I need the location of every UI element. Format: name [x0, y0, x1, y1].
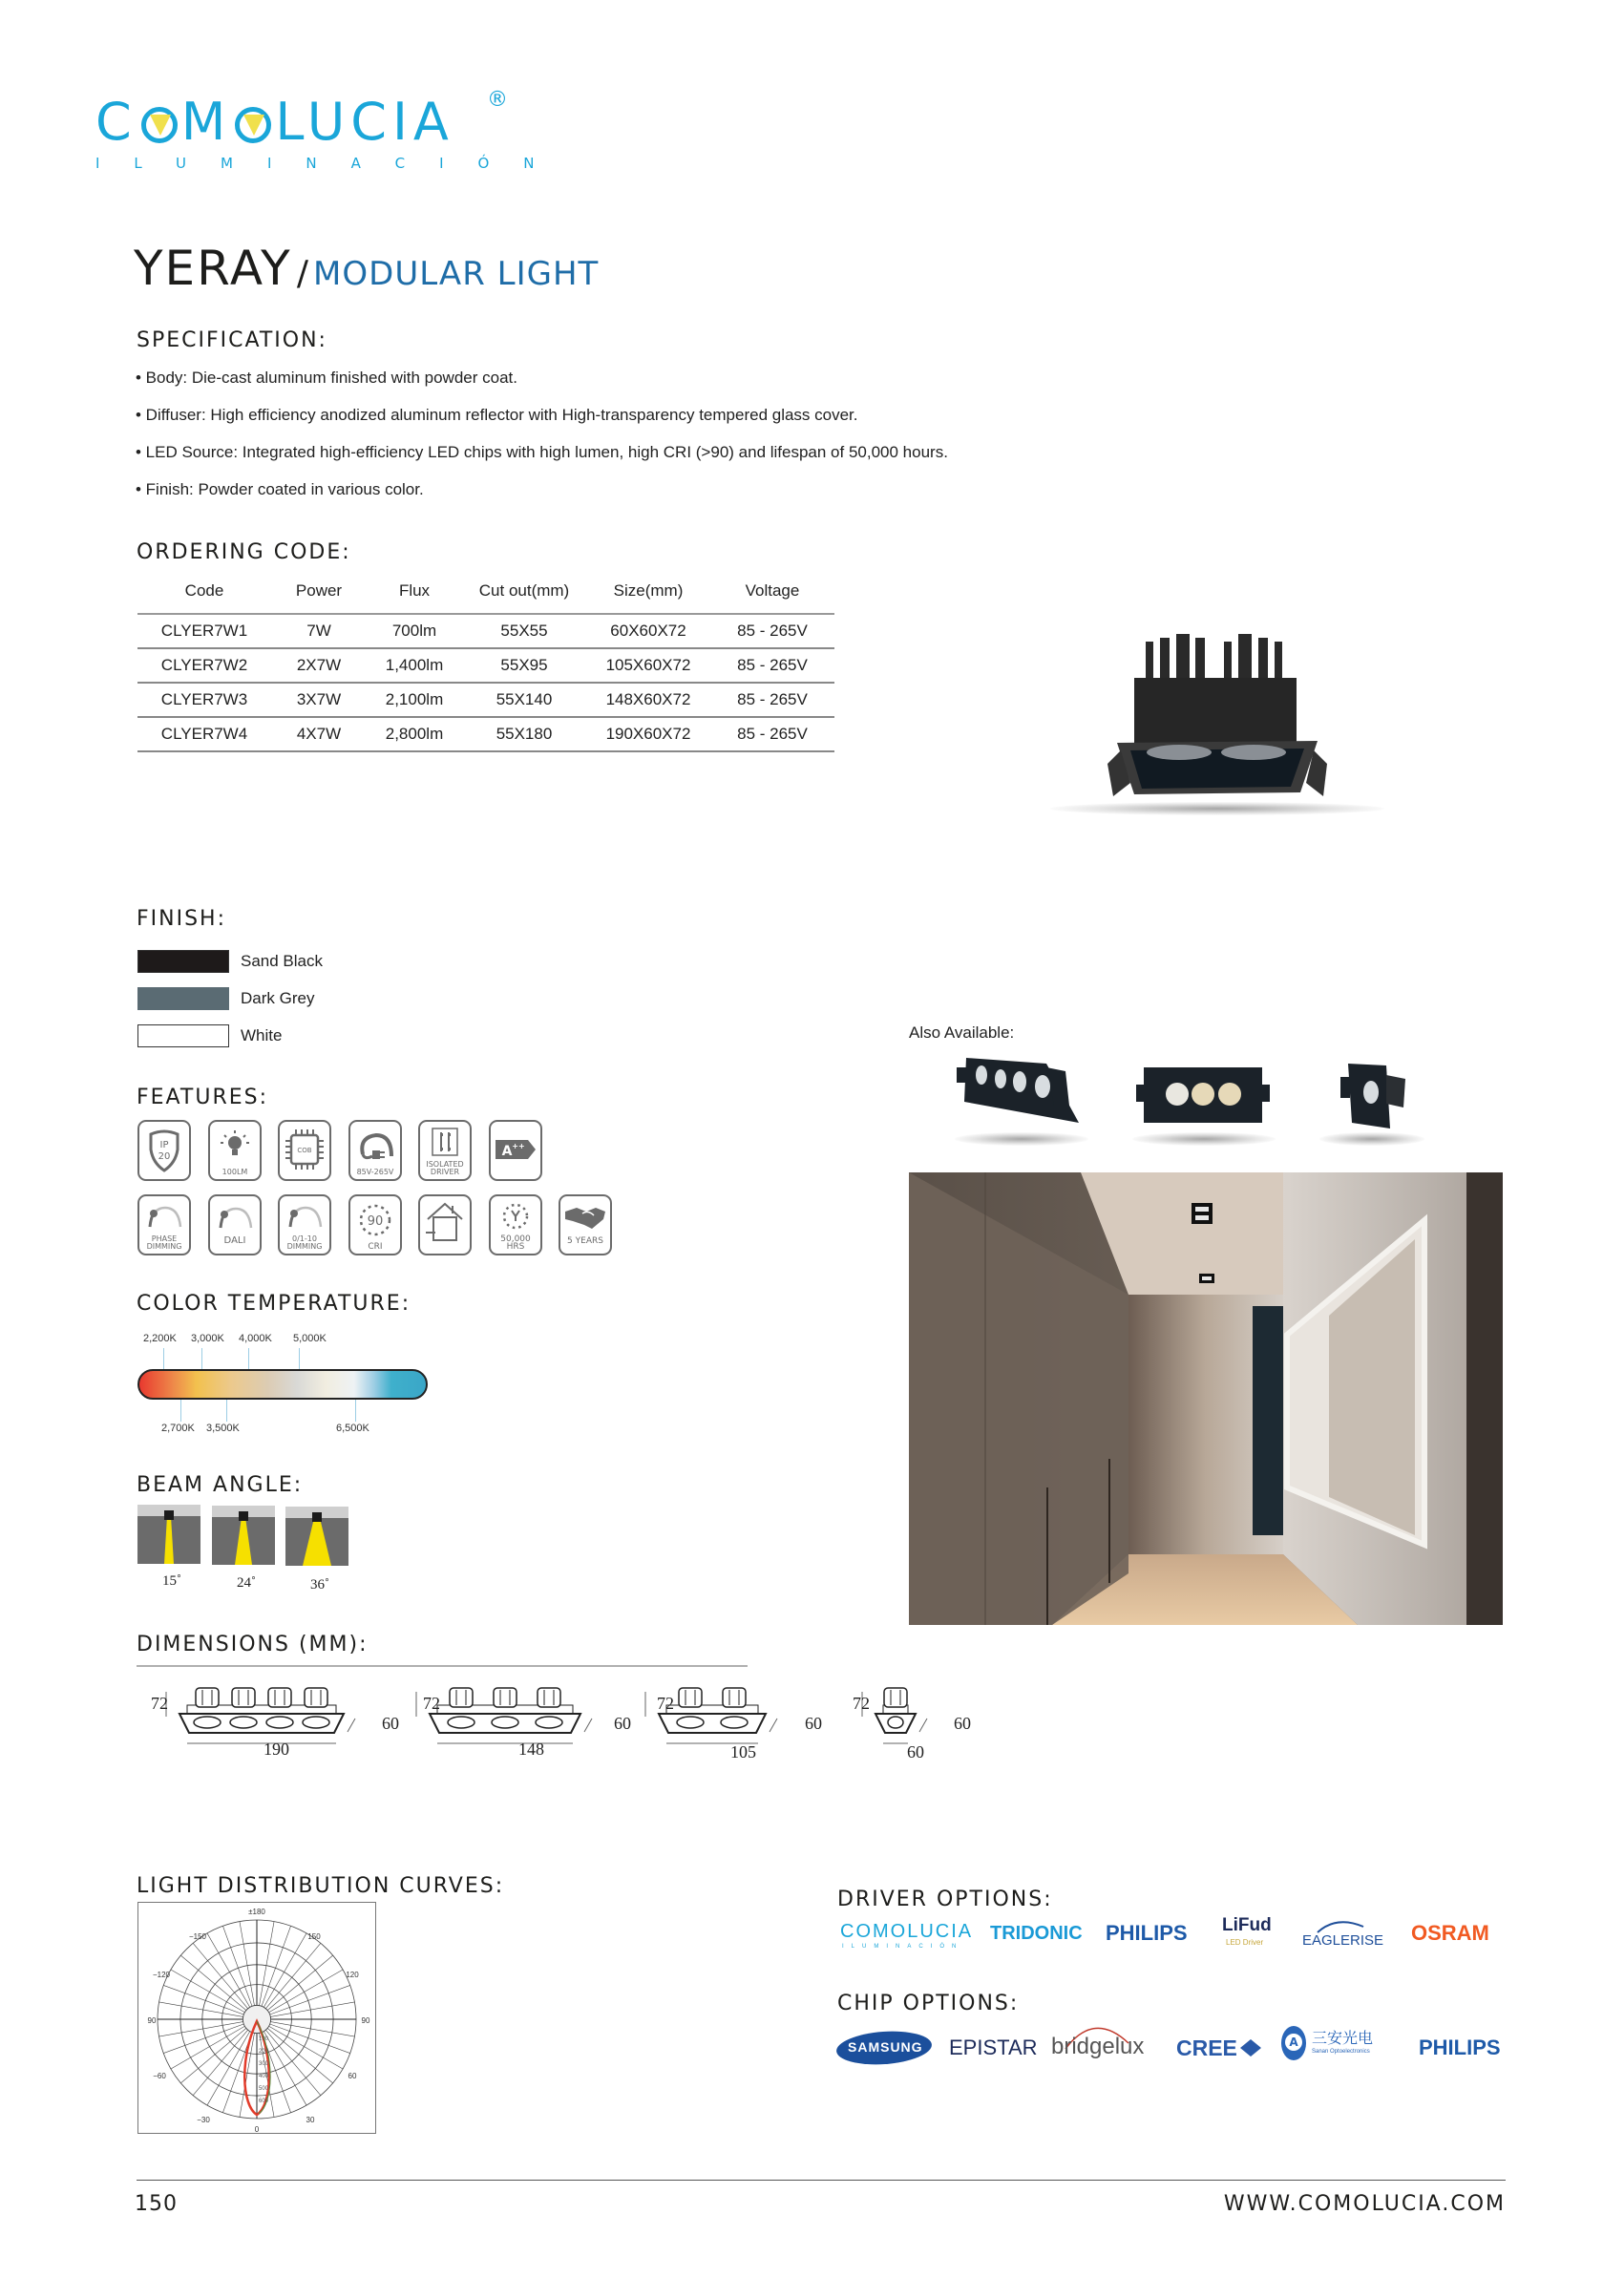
light-distribution-heading: LIGHT DISTRIBUTION CURVES: — [137, 1874, 505, 1898]
temp-tick — [226, 1400, 227, 1422]
finish-option-dark-grey — [137, 980, 323, 1017]
cree-arrow-icon — [1240, 2039, 1261, 2057]
variant-shadow — [1132, 1132, 1276, 1146]
depth-dim-line — [770, 1719, 777, 1732]
table-row — [137, 717, 834, 751]
temp-label-5000: 5,000K — [293, 1333, 327, 1344]
beam-36 — [285, 1507, 348, 1566]
feature-isolated-driver — [418, 1120, 472, 1181]
finish-label: Dark Grey — [241, 988, 315, 1007]
feature-label: CRI — [368, 1242, 383, 1252]
polar-radial-label: 200 — [259, 2049, 269, 2055]
clock-icon — [499, 1202, 532, 1231]
dim-height: 72 — [151, 1694, 168, 1713]
table-row — [137, 683, 834, 717]
product-title — [134, 241, 599, 296]
cell-flux: 700lm — [367, 614, 462, 648]
cell-code: CLYER7W4 — [137, 717, 271, 751]
logo-letter-c: C — [95, 92, 137, 152]
temperature-gradient-bar — [137, 1369, 428, 1400]
driver-logo-tridonic: TRIDONIC — [990, 1923, 1083, 1944]
finish-swatch — [137, 950, 229, 973]
cell-code: CLYER7W2 — [137, 648, 271, 683]
variant-4-head-image — [957, 1058, 1079, 1123]
dim-depth: 60 — [805, 1714, 822, 1733]
logo-letter-m: M — [180, 92, 232, 152]
spec-item: • Finish: Powder coated in various color. — [136, 480, 424, 498]
cell-flux: 1,400lm — [367, 648, 462, 683]
beam-24 — [212, 1506, 275, 1565]
hallway-interior-image — [909, 1172, 1503, 1625]
feature-label: 5 YEARS — [567, 1236, 603, 1246]
chip-logo-sanan: 三安光电 — [1312, 2029, 1374, 2047]
feature-label: 0/1-10 DIMMING — [286, 1234, 323, 1251]
cell-voltage: 85 - 265V — [710, 648, 834, 683]
finish-label: Sand Black — [241, 951, 323, 970]
polar-angle-label: 0 — [254, 2125, 260, 2132]
table-row — [137, 614, 834, 648]
ordering-heading: ORDERING CODE: — [137, 540, 351, 564]
logo-o-shield-icon — [235, 107, 271, 143]
driver-logo-comolucia: COMOLUCIA — [840, 1921, 974, 1942]
temp-tick — [299, 1348, 300, 1370]
driver-logo-lifud: LiFud — [1222, 1915, 1272, 1935]
cell-power: 3X7W — [271, 683, 367, 717]
application-photo — [909, 1172, 1503, 1625]
feature-cob — [278, 1120, 331, 1181]
polar-angle-label: 90 — [361, 2016, 370, 2025]
title-separator: / — [296, 254, 308, 293]
cell-voltage: 85 - 265V — [710, 683, 834, 717]
svg-text:A: A — [501, 1143, 513, 1159]
polar-radial-label: 400 — [259, 2074, 269, 2079]
feature-ip20 — [137, 1120, 191, 1181]
svg-text:90: 90 — [367, 1213, 384, 1229]
polar-angle-label: 90 — [147, 2016, 157, 2025]
heatsink-outline — [884, 1688, 907, 1707]
cell-flux: 2,100lm — [367, 683, 462, 717]
reflector-outline — [492, 1717, 518, 1728]
finish-swatch — [137, 987, 229, 1010]
feature-energy-class — [489, 1120, 542, 1181]
dim-depth: 60 — [954, 1714, 971, 1733]
product-category: MODULAR LIGHT — [313, 255, 600, 293]
feature-dali — [208, 1194, 262, 1255]
chip-logo-sanan-sub: Sanan Optoelectronics — [1312, 2049, 1370, 2055]
chip-logos — [836, 2020, 1524, 2078]
heatsink-outline — [232, 1688, 255, 1707]
variant-3-head-image — [1136, 1067, 1270, 1123]
heatsink-outline — [679, 1688, 702, 1707]
polar-curve-svg — [138, 1903, 375, 2132]
svg-text:20: 20 — [158, 1150, 171, 1162]
chip-logo-samsung: SAMSUNG — [848, 2039, 923, 2055]
feature-label: 100LM — [221, 1168, 248, 1176]
col-size: Size(mm) — [586, 569, 710, 614]
feature-phase-dimming — [137, 1194, 191, 1255]
website-link[interactable]: WWW.COMOLUCIA.COM — [1223, 2192, 1506, 2216]
also-available-label: Also Available: — [909, 1023, 1015, 1042]
power-plug-icon — [355, 1129, 395, 1162]
beam-label: 36˚ — [310, 1577, 329, 1592]
led-icon — [239, 1511, 248, 1521]
temp-label-4000: 4,000K — [239, 1333, 272, 1344]
polar-angle-label: 150 — [307, 1932, 321, 1941]
cell-cutout: 55X140 — [462, 683, 586, 717]
temp-label-6500: 6,500K — [336, 1423, 369, 1434]
reflector-outline — [677, 1717, 704, 1728]
svg-text:COB: COB — [297, 1146, 312, 1154]
reflector-outline — [230, 1717, 257, 1728]
product-shadow — [1050, 802, 1384, 815]
polar-radial-label: 100 — [259, 2036, 269, 2042]
also-available-products — [955, 1050, 1470, 1146]
heatsink-outline — [305, 1688, 327, 1707]
driver-logos — [840, 1917, 1528, 1959]
polar-angle-label: −60 — [153, 2072, 166, 2080]
polar-radial-label: 500 — [259, 2086, 269, 2092]
cell-power: 2X7W — [271, 648, 367, 683]
cell-size: 148X60X72 — [586, 683, 710, 717]
spec-item: • Body: Die-cast aluminum finished with powder coat. — [136, 369, 517, 387]
col-power: Power — [271, 569, 367, 614]
depth-dim-line — [348, 1719, 355, 1732]
feature-label: DALI — [223, 1235, 246, 1246]
temp-label-2200: 2,200K — [143, 1333, 177, 1344]
finish-heading: FINISH: — [137, 907, 227, 931]
sanan-a-icon: A — [1285, 2034, 1302, 2051]
svg-text:IP: IP — [159, 1139, 169, 1150]
heatsink-outline — [538, 1688, 560, 1707]
variant-shadow — [1319, 1132, 1424, 1146]
phase-dimming-icon — [142, 1204, 186, 1229]
cri-icon — [358, 1203, 392, 1237]
energy-class-icon — [494, 1138, 538, 1161]
feature-label: 50,000 HRS — [500, 1234, 531, 1252]
specification-heading: SPECIFICATION: — [137, 328, 327, 352]
cell-power: 4X7W — [271, 717, 367, 751]
variant-1-head-image — [1340, 1064, 1405, 1128]
polar-angle-label: −30 — [197, 2116, 210, 2124]
heatsink-outline — [196, 1688, 219, 1707]
driver-logo-philips: PHILIPS — [1106, 1921, 1188, 1945]
feature-0-10-dimming — [278, 1194, 331, 1255]
polar-angle-label: 120 — [346, 1971, 359, 1979]
page-number: 150 — [135, 2192, 178, 2216]
temp-tick — [180, 1400, 181, 1422]
cell-cutout: 55X55 — [462, 614, 586, 648]
temp-tick — [201, 1348, 202, 1370]
cell-cutout: 55X95 — [462, 648, 586, 683]
beam-label: 24˚ — [237, 1575, 256, 1591]
specification-list — [136, 369, 948, 517]
reflector-outline — [888, 1717, 903, 1728]
feature-label: ISOLATED DRIVER — [426, 1160, 464, 1176]
cell-cutout: 55X180 — [462, 717, 586, 751]
finish-options — [137, 942, 323, 1054]
handshake-icon — [563, 1204, 607, 1231]
reflector-outline — [303, 1717, 329, 1728]
heatsink-outline — [494, 1688, 517, 1707]
polar-radial-label: 600 — [259, 2099, 269, 2104]
table-header-row — [137, 569, 834, 614]
beam-angle-heading: BEAM ANGLE: — [137, 1473, 304, 1497]
temp-tick — [248, 1348, 249, 1370]
driver-logo-lifud-sub: LED Driver — [1226, 1938, 1264, 1947]
cell-voltage: 85 - 265V — [710, 717, 834, 751]
finish-option-white — [137, 1017, 323, 1054]
driver-logo-eaglerise: EAGLERISE — [1302, 1932, 1384, 1949]
brand-logo — [95, 88, 569, 172]
product-name: YERAY — [134, 241, 292, 296]
variant-shadow — [955, 1132, 1088, 1146]
dim-height: 72 — [853, 1694, 870, 1713]
table-row — [137, 648, 834, 683]
dim-width: 148 — [518, 1740, 544, 1759]
feature-warranty — [559, 1194, 612, 1255]
temp-label-3500: 3,500K — [206, 1423, 240, 1434]
depth-dim-line — [584, 1719, 592, 1732]
col-voltage: Voltage — [710, 569, 834, 614]
reflector-outline — [448, 1717, 475, 1728]
beam-15 — [137, 1505, 200, 1564]
dim-height: 72 — [423, 1694, 440, 1713]
trim-outline — [659, 1714, 766, 1733]
isolated-driver-icon — [430, 1127, 460, 1157]
dimming-0-10-icon — [283, 1204, 327, 1229]
finish-swatch — [137, 1024, 229, 1047]
polar-angle-label: −120 — [152, 1971, 171, 1979]
cob-chip-icon — [284, 1126, 326, 1173]
beam-label: 15˚ — [162, 1573, 181, 1589]
svg-text:++: ++ — [512, 1141, 525, 1150]
chip-logo-cree: CREE — [1176, 2035, 1237, 2060]
ordering-table — [137, 569, 834, 752]
dim-depth: 60 — [382, 1714, 399, 1733]
polar-angle-label: 60 — [348, 2072, 357, 2080]
reflector-outline — [194, 1717, 221, 1728]
chip-logo-philips: PHILIPS — [1419, 2035, 1501, 2059]
dim-height: 72 — [657, 1694, 674, 1713]
product-twin-downlight-image — [1088, 630, 1346, 821]
color-temperature-scale — [137, 1327, 443, 1432]
cell-size: 60X60X72 — [586, 614, 710, 648]
col-flux: Flux — [367, 569, 462, 614]
temp-label-3000: 3,000K — [191, 1333, 224, 1344]
feature-100lm — [208, 1120, 262, 1181]
feature-indoor — [418, 1194, 472, 1255]
product-photo — [1088, 630, 1346, 821]
features-heading: FEATURES: — [137, 1086, 269, 1109]
dim-width: 190 — [264, 1740, 289, 1759]
polar-angle-label: ±180 — [248, 1908, 265, 1916]
dimensions-divider — [137, 1665, 748, 1667]
depth-dim-line — [919, 1719, 927, 1732]
logo-o-shield-icon — [141, 107, 178, 143]
heatsink-outline — [268, 1688, 291, 1707]
cell-size: 190X60X72 — [586, 717, 710, 751]
variant-product-images — [955, 1050, 1470, 1146]
registered-mark: ® — [487, 88, 508, 112]
cell-code: CLYER7W1 — [137, 614, 271, 648]
polar-chart — [137, 1902, 376, 2134]
color-temperature-heading: COLOR TEMPERATURE: — [137, 1292, 411, 1316]
polar-radial-label: 300 — [259, 2061, 269, 2067]
finish-label: White — [241, 1025, 283, 1044]
dali-icon — [213, 1205, 257, 1230]
ip-shield-icon — [145, 1127, 183, 1172]
feature-label: PHASE DIMMING — [146, 1234, 182, 1251]
reflector-outline — [721, 1717, 748, 1728]
cell-flux: 2,800lm — [367, 717, 462, 751]
feature-lifespan — [489, 1194, 542, 1255]
polar-angle-label: −150 — [188, 1932, 207, 1941]
temp-tick — [355, 1400, 356, 1422]
reflector-outline — [536, 1717, 562, 1728]
bulb-icon — [218, 1129, 252, 1162]
spec-item: • LED Source: Integrated high-efficiency LED chips with high lumen, high CRI (>90) and lifespan of 50,000 hours. — [136, 443, 948, 461]
dim-depth: 60 — [614, 1714, 631, 1733]
driver-options-heading: DRIVER OPTIONS: — [837, 1888, 1053, 1911]
driver-logo-osram: OSRAM — [1411, 1921, 1489, 1945]
dim-width: 60 — [907, 1742, 924, 1761]
cell-size: 105X60X72 — [586, 648, 710, 683]
polar-angle-label: 30 — [306, 2116, 315, 2124]
chip-options-heading: CHIP OPTIONS: — [837, 1992, 1020, 2015]
feature-label: 85V-265V — [356, 1168, 394, 1176]
dim-width: 105 — [730, 1742, 756, 1761]
dimensions-heading: DIMENSIONS (MM): — [137, 1633, 369, 1656]
feature-cri — [348, 1194, 402, 1255]
logo-tagline: ILUMINACIÓN — [95, 155, 569, 172]
feature-voltage — [348, 1120, 402, 1181]
chip-logo-bridgelux: bridgelux — [1051, 2034, 1145, 2059]
chip-logo-epistar: EPISTAR — [949, 2035, 1038, 2059]
logo-letters-lucia: LUCIA — [275, 92, 454, 152]
led-icon — [312, 1512, 322, 1522]
col-cutout: Cut out(mm) — [462, 569, 586, 614]
driver-logo-comolucia-sub: ILUMINACIÓN — [842, 1944, 964, 1950]
cell-power: 7W — [271, 614, 367, 648]
temp-tick — [163, 1348, 164, 1370]
heatsink-outline — [450, 1688, 473, 1707]
led-icon — [164, 1510, 174, 1520]
footer-divider — [137, 2180, 1506, 2181]
temp-label-2700: 2,700K — [161, 1423, 195, 1434]
heatsink-outline — [723, 1688, 746, 1707]
col-code: Code — [137, 569, 271, 614]
spec-item: • Diffuser: High efficiency anodized aluminum reflector with High-transparency tempered glass cover. — [136, 406, 858, 424]
reflector-outline — [266, 1717, 293, 1728]
cell-voltage: 85 - 265V — [710, 614, 834, 648]
indoor-house-icon — [424, 1200, 466, 1244]
cell-code: CLYER7W3 — [137, 683, 271, 717]
finish-option-sand-black — [137, 942, 323, 980]
